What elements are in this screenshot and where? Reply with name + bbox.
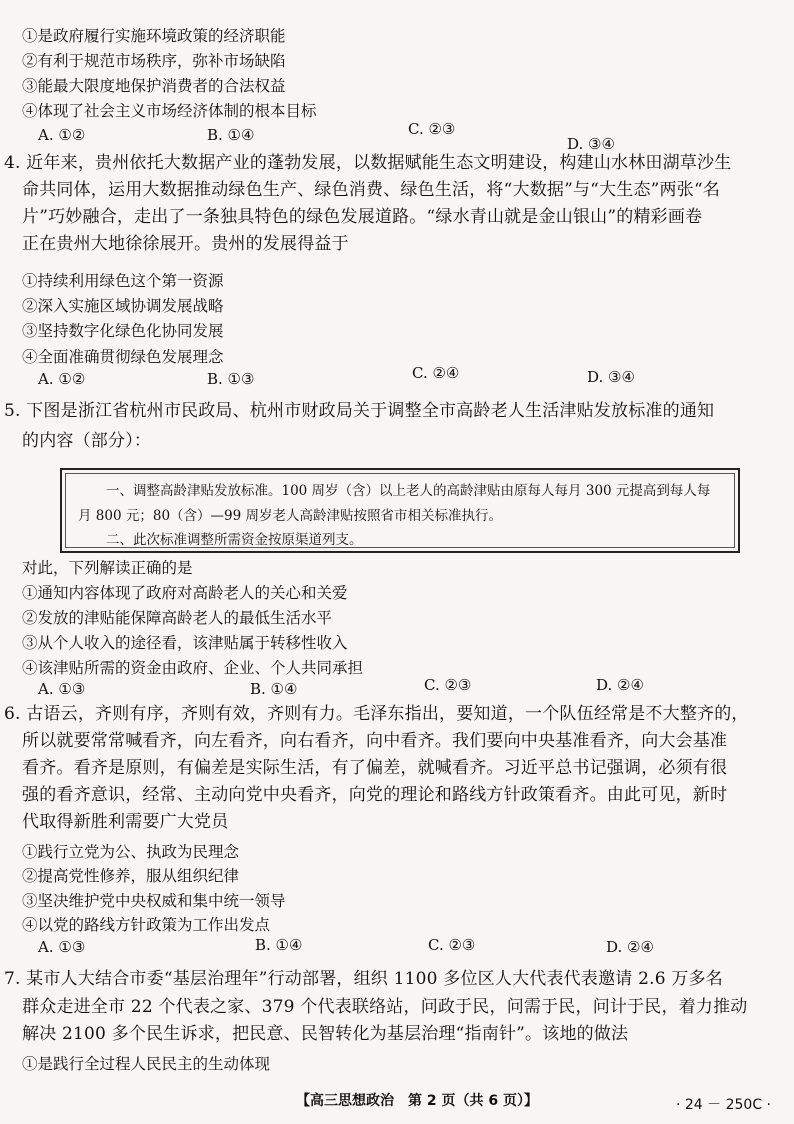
q5-stem-line-1: 5. 下图是浙江省杭州市民政局、杭州市财政局关于调整全市高龄老人生活津贴发放标准的通知	[4, 401, 715, 421]
q5-prompt: 对此，下列解读正确的是	[22, 559, 193, 577]
q3-options	[0, 120, 794, 153]
q6-stem-line-4: 强的看齐意识，经常、主动向党中央看齐，向党的理论和路线方针政策看齐。由此可见，新时	[22, 785, 728, 805]
q7-stem-line-3: 解决 2100 多个民生诉求，把民意、民智转化为基层治理“指南针”。该地的做法	[22, 1024, 629, 1044]
q6-options	[0, 938, 794, 958]
q6-option-d[interactable]: D. ②④	[606, 938, 654, 956]
q6-item-3: ③坚决维护党中央权威和集中统一领导	[22, 892, 286, 910]
q4-item-4: ④全面准确贯彻绿色发展理念	[22, 348, 224, 366]
q4-item-3: ③坚持数字化绿色化协同发展	[22, 322, 224, 340]
q5-item-1: ①通知内容体现了政府对高龄老人的关心和关爱	[22, 584, 348, 602]
q7-item-1: ①是践行全过程人民民主的生动体现	[22, 1055, 271, 1073]
q6-stem-line-1: 6. 古语云，齐则有序，齐则有效，齐则有力。毛泽东指出，要知道，一个队伍经常是不大整齐的，	[4, 704, 749, 724]
q5-option-b[interactable]: B. ①④	[250, 680, 298, 698]
q4-options	[0, 364, 794, 388]
notice-excerpt-box	[60, 468, 740, 553]
q4-option-a[interactable]: A. ①②	[38, 370, 86, 388]
q3-option-d[interactable]: D. ③④	[567, 135, 615, 153]
q3-option-c[interactable]: C. ②③	[408, 120, 456, 138]
notice-line-3: 二、此次标准调整所需资金按原渠道列支。	[106, 532, 363, 548]
q3-item-1: ①是政府履行实施环境政策的经济职能	[22, 27, 286, 45]
q6-option-a[interactable]: A. ①③	[38, 938, 86, 956]
q6-stem-line-2: 所以就要常常喊看齐，向左看齐，向右看齐，向中看齐。我们要向中央基准看齐，向大会基准	[22, 731, 728, 751]
q3-option-b[interactable]: B. ①④	[207, 126, 255, 144]
q6-item-4: ④以党的路线方针政策为工作出发点	[22, 916, 271, 934]
q4-option-d[interactable]: D. ③④	[587, 368, 635, 386]
footer-exam-code: · 24 － 250C ·	[676, 1097, 772, 1113]
q5-option-a[interactable]: A. ①③	[38, 680, 86, 698]
q4-stem-line-1: 4. 近年来，贵州依托大数据产业的蓬勃发展，以数据赋能生态文明建设，构建山水林田湖草沙生	[4, 153, 732, 173]
q7-stem-line-2: 群众走进全市 22 个代表之家、379 个代表联络站，问政于民，问需于民，问计于民，着力推动	[22, 997, 748, 1017]
q4-option-c[interactable]: C. ②④	[412, 364, 460, 382]
page-footer	[0, 1088, 794, 1118]
q4-option-b[interactable]: B. ①③	[207, 370, 255, 388]
notice-line-2: 月 800 元；80（含）—99 周岁老人高龄津贴按照省市相关标准执行。	[78, 508, 502, 524]
q6-item-1: ①践行立党为公、执政为民理念	[22, 843, 240, 861]
q4-item-1: ①持续利用绿色这个第一资源	[22, 272, 224, 290]
q5-option-c[interactable]: C. ②③	[424, 676, 472, 694]
q4-item-2: ②深入实施区域协调发展战略	[22, 297, 224, 315]
q5-stem-line-2: 的内容（部分）：	[22, 431, 152, 451]
q5-option-d[interactable]: D. ②④	[596, 676, 644, 694]
q3-item-4: ④体现了社会主义市场经济体制的根本目标	[22, 102, 317, 120]
footer-page-info: 【高三思想政治 第 2 页（共 6 页）】	[296, 1093, 538, 1109]
q7-stem-line-1: 7. 某市人大结合市委“基层治理年”行动部署，组织 1100 多位区人大代表代表邀请 2.6 万多名	[4, 969, 723, 989]
q6-stem-line-5: 代取得新胜利需要广大党员	[22, 812, 229, 832]
q4-stem-line-4: 正在贵州大地徐徐展开。贵州的发展得益于	[22, 234, 349, 254]
q5-item-3: ③从个人收入的途径看，该津贴属于转移性收入	[22, 634, 348, 652]
q5-item-2: ②发放的津贴能保障高龄老人的最低生活水平	[22, 609, 333, 627]
q3-item-2: ②有利于规范市场秩序，弥补市场缺陷	[22, 52, 286, 70]
q3-item-3: ③能最大限度地保护消费者的合法权益	[22, 77, 286, 95]
q6-item-2: ②提高党性修养，服从组织纪律	[22, 867, 240, 885]
q4-stem-line-3: 片”巧妙融合，走出了一条独具特色的绿色发展道路。“绿水青山就是金山银山”的精彩画卷	[22, 207, 703, 227]
notice-line-1: 一、调整高龄津贴发放标准。100 周岁（含）以上老人的高龄津贴由原每人每月 300 元提高到每人每	[106, 483, 711, 499]
q3-option-a[interactable]: A. ①②	[38, 126, 86, 144]
q6-stem-line-3: 看齐。看齐是原则，有偏差是实际生活，有了偏差，就喊看齐。习近平总书记强调，必须有很	[22, 758, 728, 778]
q5-options	[0, 676, 794, 700]
q4-stem-line-2: 命共同体，运用大数据推动绿色生产、绿色消费、绿色生活，将“大数据”与“大生态”两张“名	[22, 180, 721, 200]
q6-option-b[interactable]: B. ①④	[255, 936, 303, 954]
q6-option-c[interactable]: C. ②③	[428, 936, 476, 954]
q5-item-4: ④该津贴所需的资金由政府、企业、个人共同承担	[22, 659, 364, 677]
